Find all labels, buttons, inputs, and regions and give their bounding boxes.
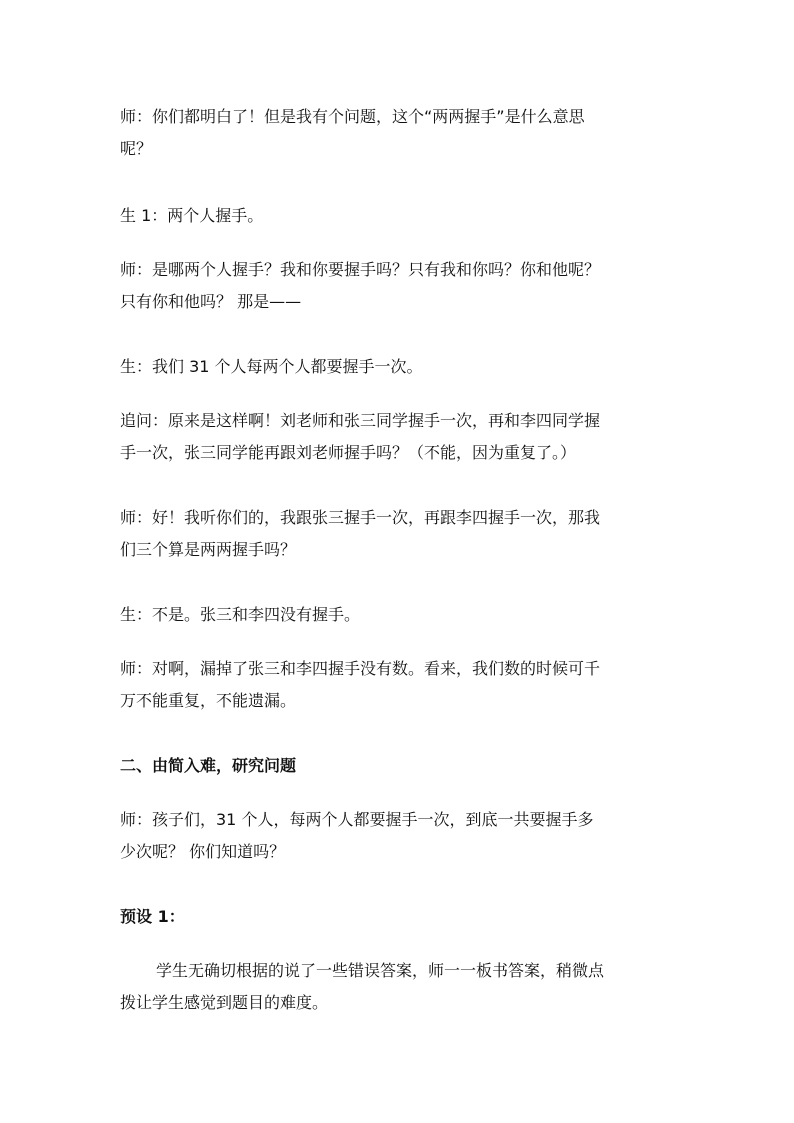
preset-heading [120,901,680,933]
text-line: 师：你们都明白了！但是我有个问题，这个“两两握手”是什么意思 [120,107,585,126]
paragraph-student-31-people [120,351,680,383]
text-line: 手一次，张三同学能再跟刘老师握手吗？（不能，因为重复了。） [120,443,577,462]
text-line: 生 1：两个人握手。 [120,206,264,225]
paragraph-teacher-no-repeat [120,653,680,717]
text-line: 生：不是。张三和李四没有握手。 [120,605,361,624]
text-line: 师：对啊，漏掉了张三和李四握手没有数。看来，我们数的时候可千 [120,659,601,678]
paragraph-preset-description [120,955,680,1019]
text-line: 生：我们 31 个人每两个人都要握手一次。 [120,357,423,376]
paragraph-follow-up-question [120,405,680,469]
text-line: 万不能重复，不能遗漏。 [120,691,297,710]
paragraph-student1-answer [120,200,680,232]
text-line: 学生无确切根据的说了一些错误答案，师一一板书答案，稍微点 [156,961,605,980]
paragraph-teacher-question [120,101,680,165]
heading-text: 二、由简入难，研究问题 [120,756,297,775]
paragraph-teacher-which-two [120,254,680,318]
text-line: 们三个算是两两握手吗？ [120,540,297,559]
text-line: 师：是哪两个人握手？我和你要握手吗？只有我和你吗？你和他呢？ [120,260,601,279]
text-line: 师：孩子们，31 个人，每两个人都要握手一次，到底一共要握手多 [120,810,594,829]
paragraph-teacher-three-people [120,502,680,566]
text-line: 师：好！我听你们的，我跟张三握手一次，再跟李四握手一次，那我 [120,508,601,527]
paragraph-teacher-how-many [120,804,680,868]
paragraph-student-no [120,599,680,631]
section-heading [120,750,680,782]
heading-text: 预设 1： [120,907,185,926]
text-line: 少次呢？ 你们知道吗？ [120,842,286,861]
text-line: 呢？ [120,139,153,158]
text-line: 拨让学生感觉到题目的难度。 [120,993,329,1012]
text-line: 追问：原来是这样啊！刘老师和张三同学握手一次，再和李四同学握 [120,411,601,430]
text-line: 只有你和他吗？ 那是—— [120,292,302,311]
